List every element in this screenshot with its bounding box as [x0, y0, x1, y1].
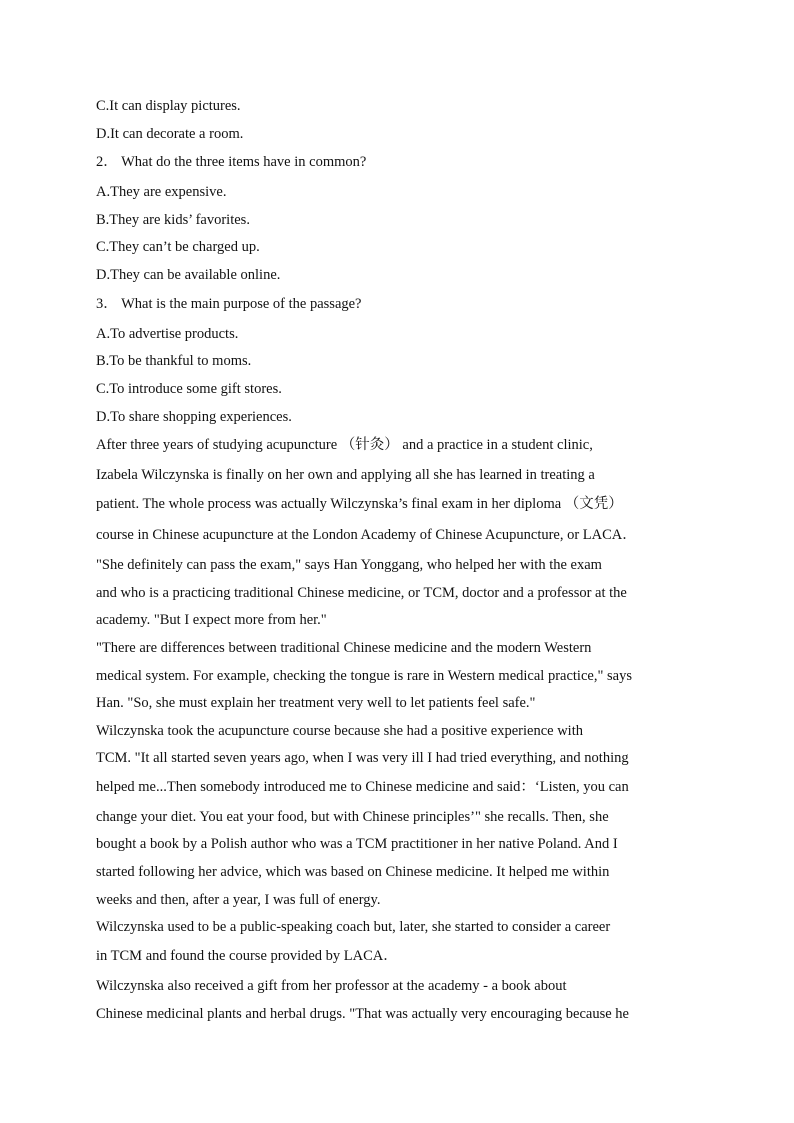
q3-option-c: C.To introduce some gift stores. [96, 381, 282, 397]
q2-option-c: C.They can’t be charged up. [96, 239, 260, 255]
passage-p5-line: Wilczynska used to be a public-speaking coach but, later, she started to consider a career [96, 919, 611, 935]
passage-p2-line: and who is a practicing traditional Chinese medicine, or TCM, doctor and a professor at the [96, 585, 627, 601]
passage-p3-line: medical system. For example, checking the tongue is rare in Western medical practice," says [96, 668, 632, 684]
passage-p3-line: Han. "So, she must explain her treatment very well to let patients feel safe." [96, 695, 536, 711]
passage-p3-line: "There are differences between traditional Chinese medicine and the modern Western [96, 640, 592, 656]
passage-p4-line: helped me...Then somebody introduced me to Chinese medicine and said：‘Listen, you can [96, 779, 629, 795]
passage-p1-line: After three years of studying acupuncture （针灸） and a practice in a student clinic, [96, 437, 593, 453]
passage-p4-line: started following her advice, which was based on Chinese medicine. It helped me within [96, 864, 610, 880]
passage-p1-line: course in Chinese acupuncture at the London Academy of Chinese Acupuncture, or LACA． [96, 527, 637, 543]
q2-option-a: A.They are expensive. [96, 184, 227, 200]
passage-p2-line: academy. "But I expect more from her." [96, 612, 327, 628]
passage-p4-line: change your diet. You eat your food, but with Chinese principles’" she recalls. Then, she [96, 809, 609, 825]
q3-stem: 3． What is the main purpose of the passage? [96, 296, 362, 312]
passage-p6-line: Wilczynska also received a gift from her professor at the academy - a book about [96, 978, 567, 994]
passage-p4-line: bought a book by a Polish author who was a TCM practitioner in her native Poland. And I [96, 836, 618, 852]
passage-p1-line: Izabela Wilczynska is finally on her own and applying all she has learned in treating a [96, 467, 595, 483]
q2-stem: 2． What do the three items have in common? [96, 154, 367, 170]
q1-option-c: C.It can display pictures. [96, 98, 241, 114]
q3-option-d: D.To share shopping experiences. [96, 409, 292, 425]
q3-option-a: A.To advertise products. [96, 326, 239, 342]
passage-p2-line: "She definitely can pass the exam," says Han Yonggang, who helped her with the exam [96, 557, 602, 573]
passage-p5-line: in TCM and found the course provided by LACA． [96, 948, 398, 964]
q3-option-b: B.To be thankful to moms. [96, 353, 252, 369]
passage-p4-line: TCM. "It all started seven years ago, when I was very ill I had tried everything, and nothing [96, 750, 629, 766]
q1-option-d: D.It can decorate a room. [96, 126, 244, 142]
passage-p4-line: Wilczynska took the acupuncture course because she had a positive experience with [96, 723, 583, 739]
passage-p1-line: patient. The whole process was actually Wilczynska’s final exam in her diploma （文凭） [96, 496, 623, 512]
q2-option-d: D.They can be available online. [96, 267, 281, 283]
passage-p4-line: weeks and then, after a year, I was full of energy. [96, 892, 381, 908]
passage-p6-line: Chinese medicinal plants and herbal drugs. "That was actually very encouraging because he [96, 1006, 629, 1022]
q2-option-b: B.They are kids’ favorites. [96, 212, 250, 228]
